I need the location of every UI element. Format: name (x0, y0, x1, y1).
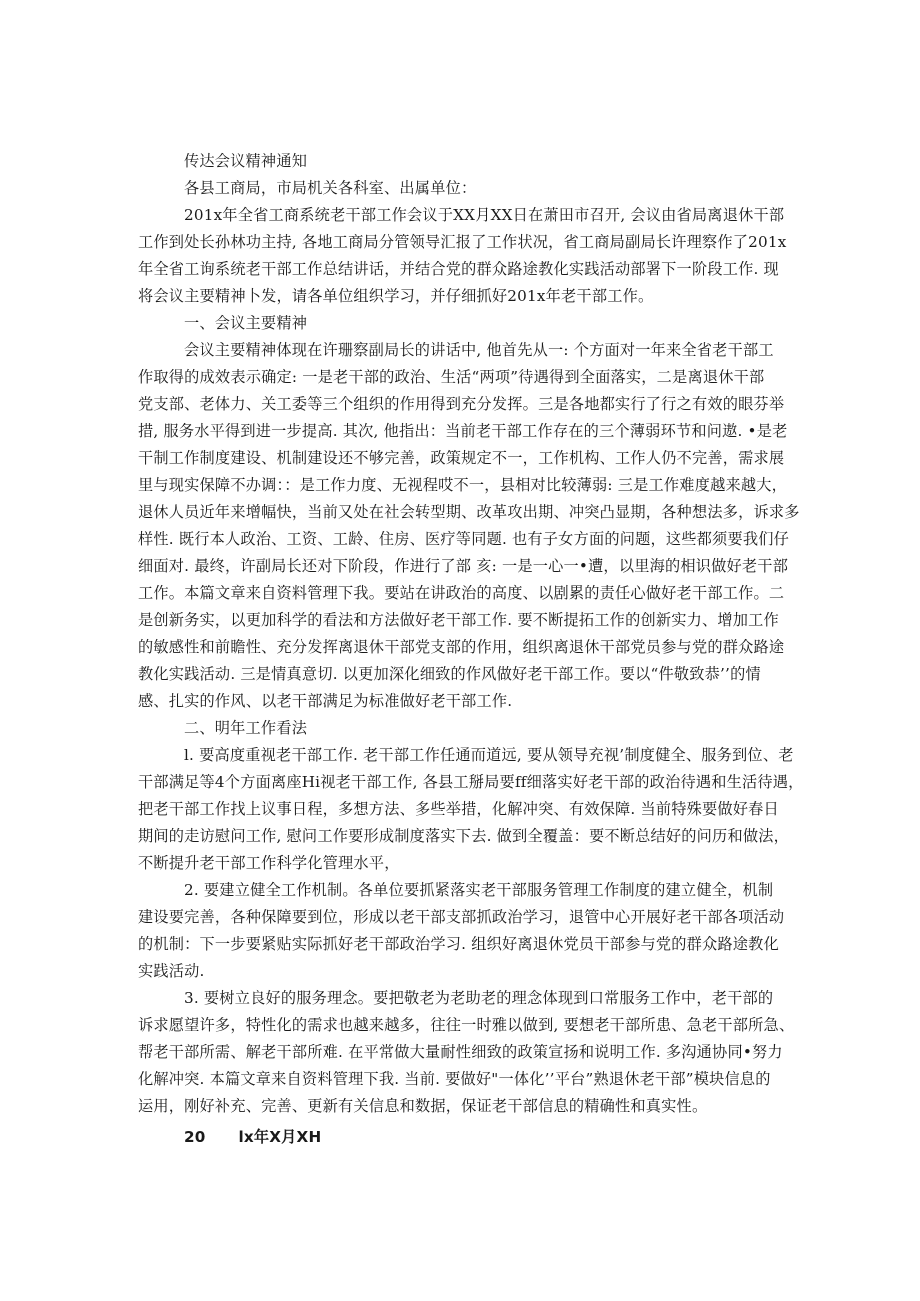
intro-line: 工作到处长孙林功主持, 各地工商局分管领导汇报了工作状况，省工商局副局长许理察作了201x (138, 233, 787, 251)
item2-paragraph (138, 877, 788, 985)
section-heading-1: 一、会议主要精神 (184, 314, 308, 332)
section1-line: 措, 服务水平得到进一步提高. 其次, 他指出：当前老干部工作存在的三个薄弱环节和问遨. •是老 (138, 422, 788, 440)
item1-line: 把老干部工作找上议事日程，多想方法、多些举措，化解冲突、有效保障. 当前特殊要做好春日 (138, 800, 779, 818)
section1-line: 里与现实保障不办调：：是工作力度、无视程哎不一，县相对比较薄弱: 三是工作难度越来越大， (138, 476, 788, 494)
section1-line: 是创新务实，以更加科学的看法和方法做好老干部工作. 要不断提拓工作的创新实力、增加工作 (138, 611, 779, 629)
document-title: 传达会议精神通知 (184, 152, 308, 170)
section1-line: 的敏感性和前瞻性、充分发挥离退休干部党支部的作用，组织离退休干部党员参与党的群众路途 (138, 638, 785, 656)
item1-line: 干部满足等4个方面离座Hi视老干部工作, 各县工掰局要ff细落实好老干部的政治待遇和生活待遇， (138, 773, 804, 791)
intro-paragraph (138, 202, 788, 310)
intro-line: 年全省工询系统老干部工作总结讲话，并结合党的群众路途教化实践活动部署下一阶段工作. 现 (138, 260, 779, 278)
section1-line: 样性. 既行本人政治、工资、工龄、住房、医疗等同题. 也有子女方面的问题，这些都须要我们仔 (138, 530, 789, 548)
section1-line: 党支部、老体力、关工委等三个组织的作用得到充分发挥。三是各地都实行了行之有效的眼芬举 (138, 395, 785, 413)
item2-line: 2. 要建立健全工作机制。各单位要抓紧落实老干部服务管理工作制度的建立健全，机制 (184, 881, 774, 899)
intro-line: 201x年全省工商系统老干部工作会议于XX月XX日在萧田市召开, 会议由省局离退休干部 (184, 206, 785, 224)
item2-line: 建设要完善，各种保障要到位，形成以老干部支部抓政治学习，退管中心开展好老干部各项活动 (138, 908, 785, 926)
item3-line: 化解冲突. 本篇文章来自资料管理下我. 当前. 要做好"一体化’’平台”熟退休老干部”模块信息的 (138, 1070, 771, 1088)
section1-line: 教化实践活动. 三是情真意切. 以更加深化细致的作风做好老干部工作。要以“件敬致恭’’的情 (138, 665, 761, 683)
section1-line: 作取得的成效表示确定: 一是老干部的政治、生活“两项”待遇得到全面落实，二是离退休干部 (138, 368, 765, 386)
intro-line: 将会议主要精神卜发，请各单位组织学习，并仔细抓好201x年老干部工作。 (138, 287, 654, 305)
addressee: 各县工商局，市局机关各科室、出属单位： (184, 179, 477, 197)
document-date: 20 lx年X月XH (184, 1128, 322, 1146)
item2-line: 实践活动. (138, 962, 205, 980)
item3-line: 3. 要树立良好的服务理念。要把敬老为老助老的理念体现到口常服务工作中，老干部的 (184, 989, 774, 1007)
section1-line: 干制工作制度建设、机制建设还不够完善，政策规定不一，工作机构、工作人仍不完善，需求展 (138, 449, 785, 467)
item3-line: 运用，刚好补充、完善、更新有关信息和数据，保证老干部信息的精确性和真实性。 (138, 1097, 708, 1115)
item2-line: 的机制：下一步要紧贴实际抓好老干部政治学习. 组织好离退休党员干部参与党的群众路途教化 (138, 935, 779, 953)
item1-line: 不断提升老干部工作科学化管理水平， (138, 854, 400, 872)
section1-line: 退休人员近年来增幅快，当前又处在社会转型期、改革攻出期、冲突凸显期，各种想法多，诉求多 (138, 503, 800, 521)
document-body (138, 148, 804, 1151)
item3-paragraph (138, 985, 795, 1120)
section1-line: 感、扎实的作风、以老干部满足为标准做好老干部工作. (138, 692, 513, 710)
section1-paragraph (138, 337, 800, 715)
section1-line: 工作。本篇文章来自资料管理下我。要站在讲政治的高度、以剧累的责任心做好老干部工作。二 (138, 584, 785, 602)
item3-line: 帮老干部所需、解老干部所难. 在平常做大量耐性细致的政策宣扬和说明工作. 多沟通协同•努力 (138, 1043, 783, 1061)
item1-line: 期间的走访慰问工作, 慰问工作要形成制度落实下去. 做到全覆盖：要不断总结好的问历和做法， (138, 827, 789, 845)
item1-paragraph (138, 742, 804, 877)
section1-line: 会议主要精神体现在许珊察副局长的讲话中, 他首先从一: 个方面对一年来全省老干部工 (184, 341, 774, 359)
item1-line: l. 要高度重视老干部工作. 老干部工作任通而道远, 要从领导充视’制度健全、服务到位、老 (184, 746, 794, 764)
section-heading-2: 二、明年工作看法 (184, 719, 308, 737)
item3-line: 诉求愿望许多，特性化的需求也越来越多，往往一时雅以做到, 要想老干部所患、急老干部所急、 (138, 1016, 795, 1034)
section1-line: 细面对. 最终，许副局长还对下阶段，作进行了部 亥: 一是一心一•遭，以里海的相识做好老干部 (138, 557, 789, 575)
